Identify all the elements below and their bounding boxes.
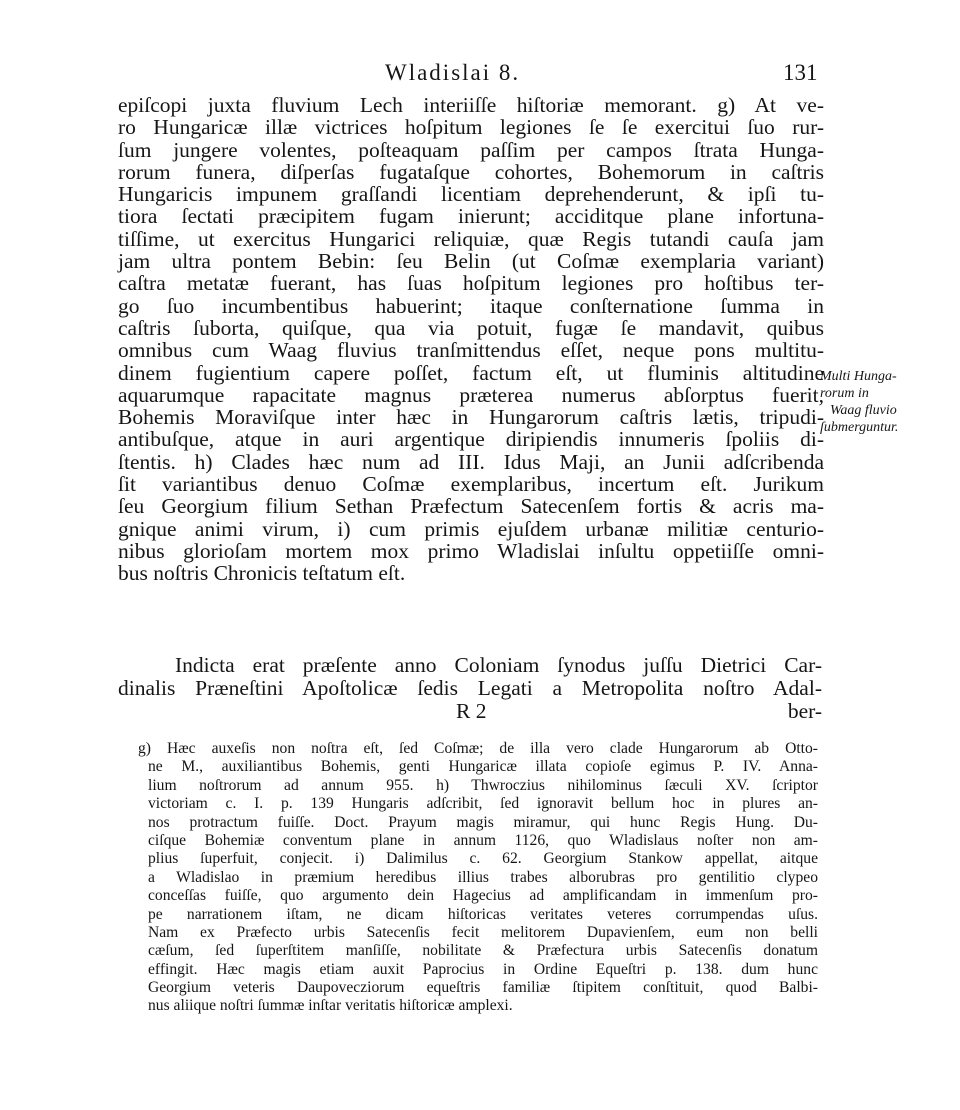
footnote-line: ne M., auxiliantibus Bohemis, genti Hungaricæ illata copioſe egimus P. IV. Anna- [148, 758, 818, 776]
text-line: bus noſtris Chronicis teſtatum eſt. [118, 561, 406, 586]
text-line: Hungaricis impunem graſſandi licentiam deprehenderunt, & ipſi tu- [118, 182, 824, 207]
text-line: aquarumque rapacitate magnus præterea numerus abſorptus fuerit, [118, 382, 824, 407]
text-line: ſtentis. h) Clades hæc num ad III. Idus Maji, an Junii adſcribenda [118, 449, 824, 474]
margin-line: Multi Hunga- [820, 369, 897, 384]
footnote-line: lium noſtrorum ad annum 955. h) Thwroczius nihilominus ſæculi XV. ſcriptor [148, 776, 818, 794]
footnote-line: ciſque Bohemiæ conventum plane in annum 1126, quo Wladislaus noſter non am- [148, 831, 818, 849]
footnotes [118, 740, 818, 1016]
text-line: ro Hungaricæ illæ victrices hoſpitum legiones ſe ſe exercitui ſuo rur- [118, 115, 824, 140]
paragraph-2 [118, 654, 822, 723]
text-line: caſtra metatæ fuerant, has ſuas hoſpitum legiones pro hoſtibus ter- [118, 271, 824, 296]
text-line: tiora ſectati præcipitem fugam inierunt; acciditque plane infortuna- [118, 204, 824, 229]
running-header [0, 60, 960, 90]
text-line: gnique animi virum, i) cum primis ejuſdem urbanæ militiæ centurio- [118, 516, 824, 541]
text-line: caſtris ſuborta, quiſque, qua via potuit, fugæ ſe mandavit, quibus [118, 315, 824, 340]
signature-mark: R 2 [456, 699, 487, 723]
signature-line [118, 699, 822, 723]
text-line: dinalis Præneſtini Apoſtolicæ ſedis Legati a Metropolita noſtro Adal- [118, 675, 822, 700]
text-line: dinem fugientium capere poſſet, factum eſt, ut fluminis altitudine [118, 360, 824, 385]
footnote-line: effingit. Hæc magis etiam auxit Paprocius in Ordine Equeſtri p. 138. dum hunc [148, 960, 818, 978]
text-line: tiſſime, ut exercitus Hungarici reliquiæ, quæ Regis tutandi cauſa jam [118, 226, 824, 251]
footnote-line: Nam ex Præfecto urbis Satecenſis fecit melitorem Dupavienſem, eum non belli [148, 923, 818, 941]
running-title: Wladislai 8. [385, 60, 521, 85]
text-line: epiſcopi juxta fluvium Lech interiiſſe hiſtoriæ memorant. g) At ve- [118, 93, 824, 117]
text-line: Indicta erat præſente anno Coloniam ſynodus juſſu Dietrici Car- [175, 653, 822, 677]
text-line: ſum jungere volentes, poſteaquam paſſim per campos ſtrata Hunga- [118, 137, 824, 162]
text-line: go ſuo incumbentibus habuerint; itaque conſternatione ſumma in [118, 293, 824, 318]
text-line: antibuſque, atque in auri argentique diripiendis innumeris ſpoliis di- [118, 427, 824, 452]
footnote-line: victoriam c. I. p. 139 Hungaris adſcribit, ſed ignoravit bellum hoc in plures an- [148, 795, 818, 813]
footnote-line: nus aliique noſtri ſummæ inſtar veritatis hiſtoricæ amplexi. [148, 997, 513, 1015]
margin-line: Waag fluvio [830, 403, 897, 418]
main-text [118, 94, 824, 585]
text-line: ſeu Georgium filium Sethan Præfectum Satecenſem fortis & acris ma- [118, 494, 824, 519]
text-line: rorum funera, diſperſas fugataſque cohortes, Bohemorum in caſtris [118, 159, 824, 184]
page-number: 131 [783, 60, 818, 85]
footnote-line: pe narrationem iſtam, ne dicam hiſtoricas veritates veteres corrumpendas uſus. [148, 905, 818, 923]
text-line: ſit variantibus denuo Coſmæ exemplaribus, incertum eſt. Jurikum [118, 472, 824, 497]
footnote-line: Georgium veteris Daupovecziorum equeſtris familiæ ſtipitem conſtituit, quod Balbi- [148, 979, 818, 997]
footnote-line: a Wladislao in præmium heredibus illius trabes alborubras pro gentilitio clypeo [148, 868, 818, 886]
margin-line: rorum in [820, 386, 869, 401]
text-line: jam ultra pontem Bebin: ſeu Belin (ut Coſmæ exemplaria variant) [118, 249, 824, 274]
text-line: omnibus cum Waag fluvius tranſmittendus eſſet, neque pons multitu- [118, 338, 824, 363]
catchword: ber- [787, 699, 822, 723]
footnote-line: cæſum, ſed ſuperſtitem manſiſſe, nobilitate & Præfectura urbis Satecenſis donatum [148, 942, 818, 960]
footnote-line: g) Hæc auxeſis non noſtra eſt, ſed Coſmæ; de illa vero clade Hungarorum ab Otto- [138, 740, 818, 757]
footnote-line: nos protractum fuiſſe. Doct. Prayum magis miramur, qui hunc Regis Hung. Du- [148, 813, 818, 831]
margin-line: ſubmerguntur. [820, 420, 899, 435]
text-line: nibus glorioſam mortem mox primo Wladislai inſultu oppetiiſſe omni- [118, 538, 824, 563]
margin-note [820, 368, 950, 436]
footnote-line: conceſſas fuiſſe, quo argumento dein Hagecius ad amplificandam in immenſum pro- [148, 887, 818, 905]
text-line: Bohemis Moraviſque inter hæc in Hungarorum caſtris lætis, tripudi- [118, 405, 824, 430]
footnote-line: plius ſuperfuit, conjecit. i) Dalimilus c. 62. Georgium Stankow appellat, aitque [148, 850, 818, 868]
